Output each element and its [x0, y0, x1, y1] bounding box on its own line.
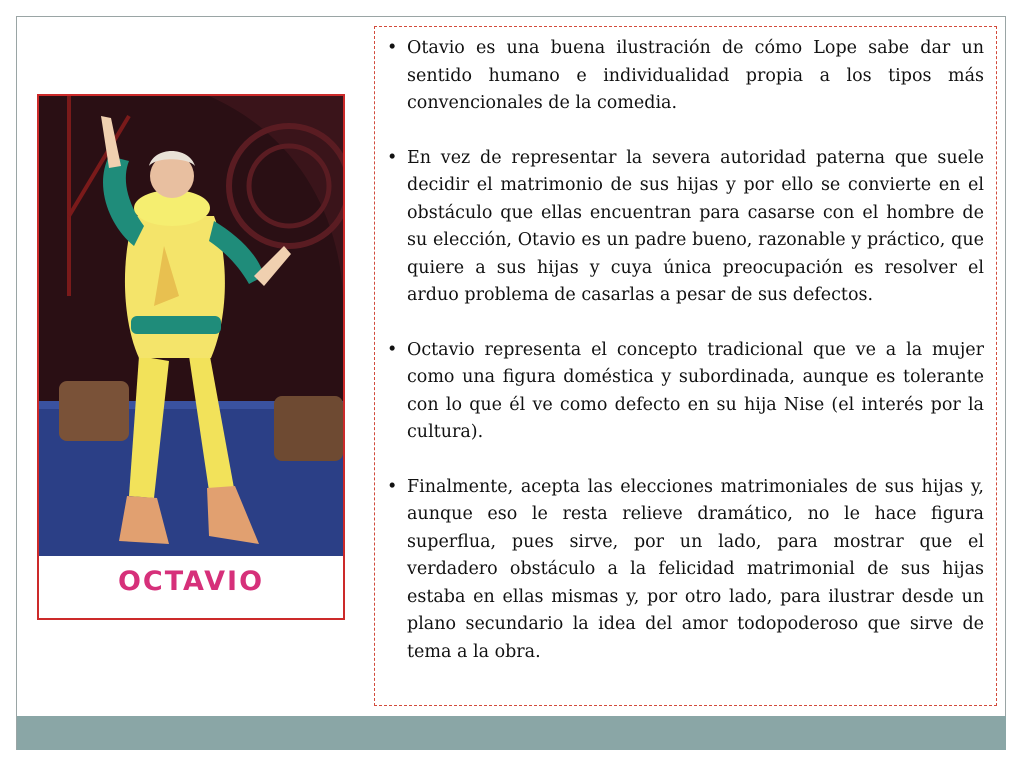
bullet-text: Octavio representa el concepto tradicional que ve a la mujer como una figura doméstica y subordinada, aunque es tolerante con lo que él ve como defecto en su hija Nise (el interés por la cultura). [407, 339, 984, 442]
bullet-marker: • [387, 38, 398, 58]
bullet-text: Otavio es una buena ilustración de cómo Lope sabe dar un sentido humano e individualidad propia a los tipos más convencionales de la comedia. [407, 38, 984, 113]
bullet-item [387, 145, 984, 310]
bullet-item [387, 474, 984, 667]
photo-caption: OCTAVIO [117, 566, 265, 597]
character-photo-card [37, 94, 345, 620]
bullet-text-box [374, 26, 997, 706]
bullet-item [387, 35, 984, 118]
bullet-list [387, 35, 984, 666]
bullet-marker: • [387, 147, 398, 168]
bullet-text: Finalmente, acepta las elecciones matrimoniales de sus hijas y, aunque eso le resta relieve dramático, no le hace figura superflua, pues sirve, por un lado, para mostrar que el verdadero obstáculo a la felicidad matrimonial de sus hijas estaba en ellas mismas y, por otro lado, para ilustrar desde un plano secundario la idea del amor todopoderoso que sirve de tema a la obra. [407, 476, 984, 662]
footer-band [17, 716, 1006, 750]
bullet-item [387, 337, 984, 447]
bullet-text: En vez de representar la severa autoridad paterna que suele decidir el matrimonio de sus hijas y por ello se convierte en el obstáculo que ellas encuentran para casarse con el hombre de su elección, Otavio es un padre bueno, razonable y práctico, que quiere a sus hijas y cuya única preocupación es resolver el arduo problema de casarlas a pesar de sus defectos. [407, 147, 984, 305]
actor-photo [39, 96, 343, 556]
bullet-marker: • [387, 476, 398, 497]
bullet-marker: • [387, 339, 398, 360]
